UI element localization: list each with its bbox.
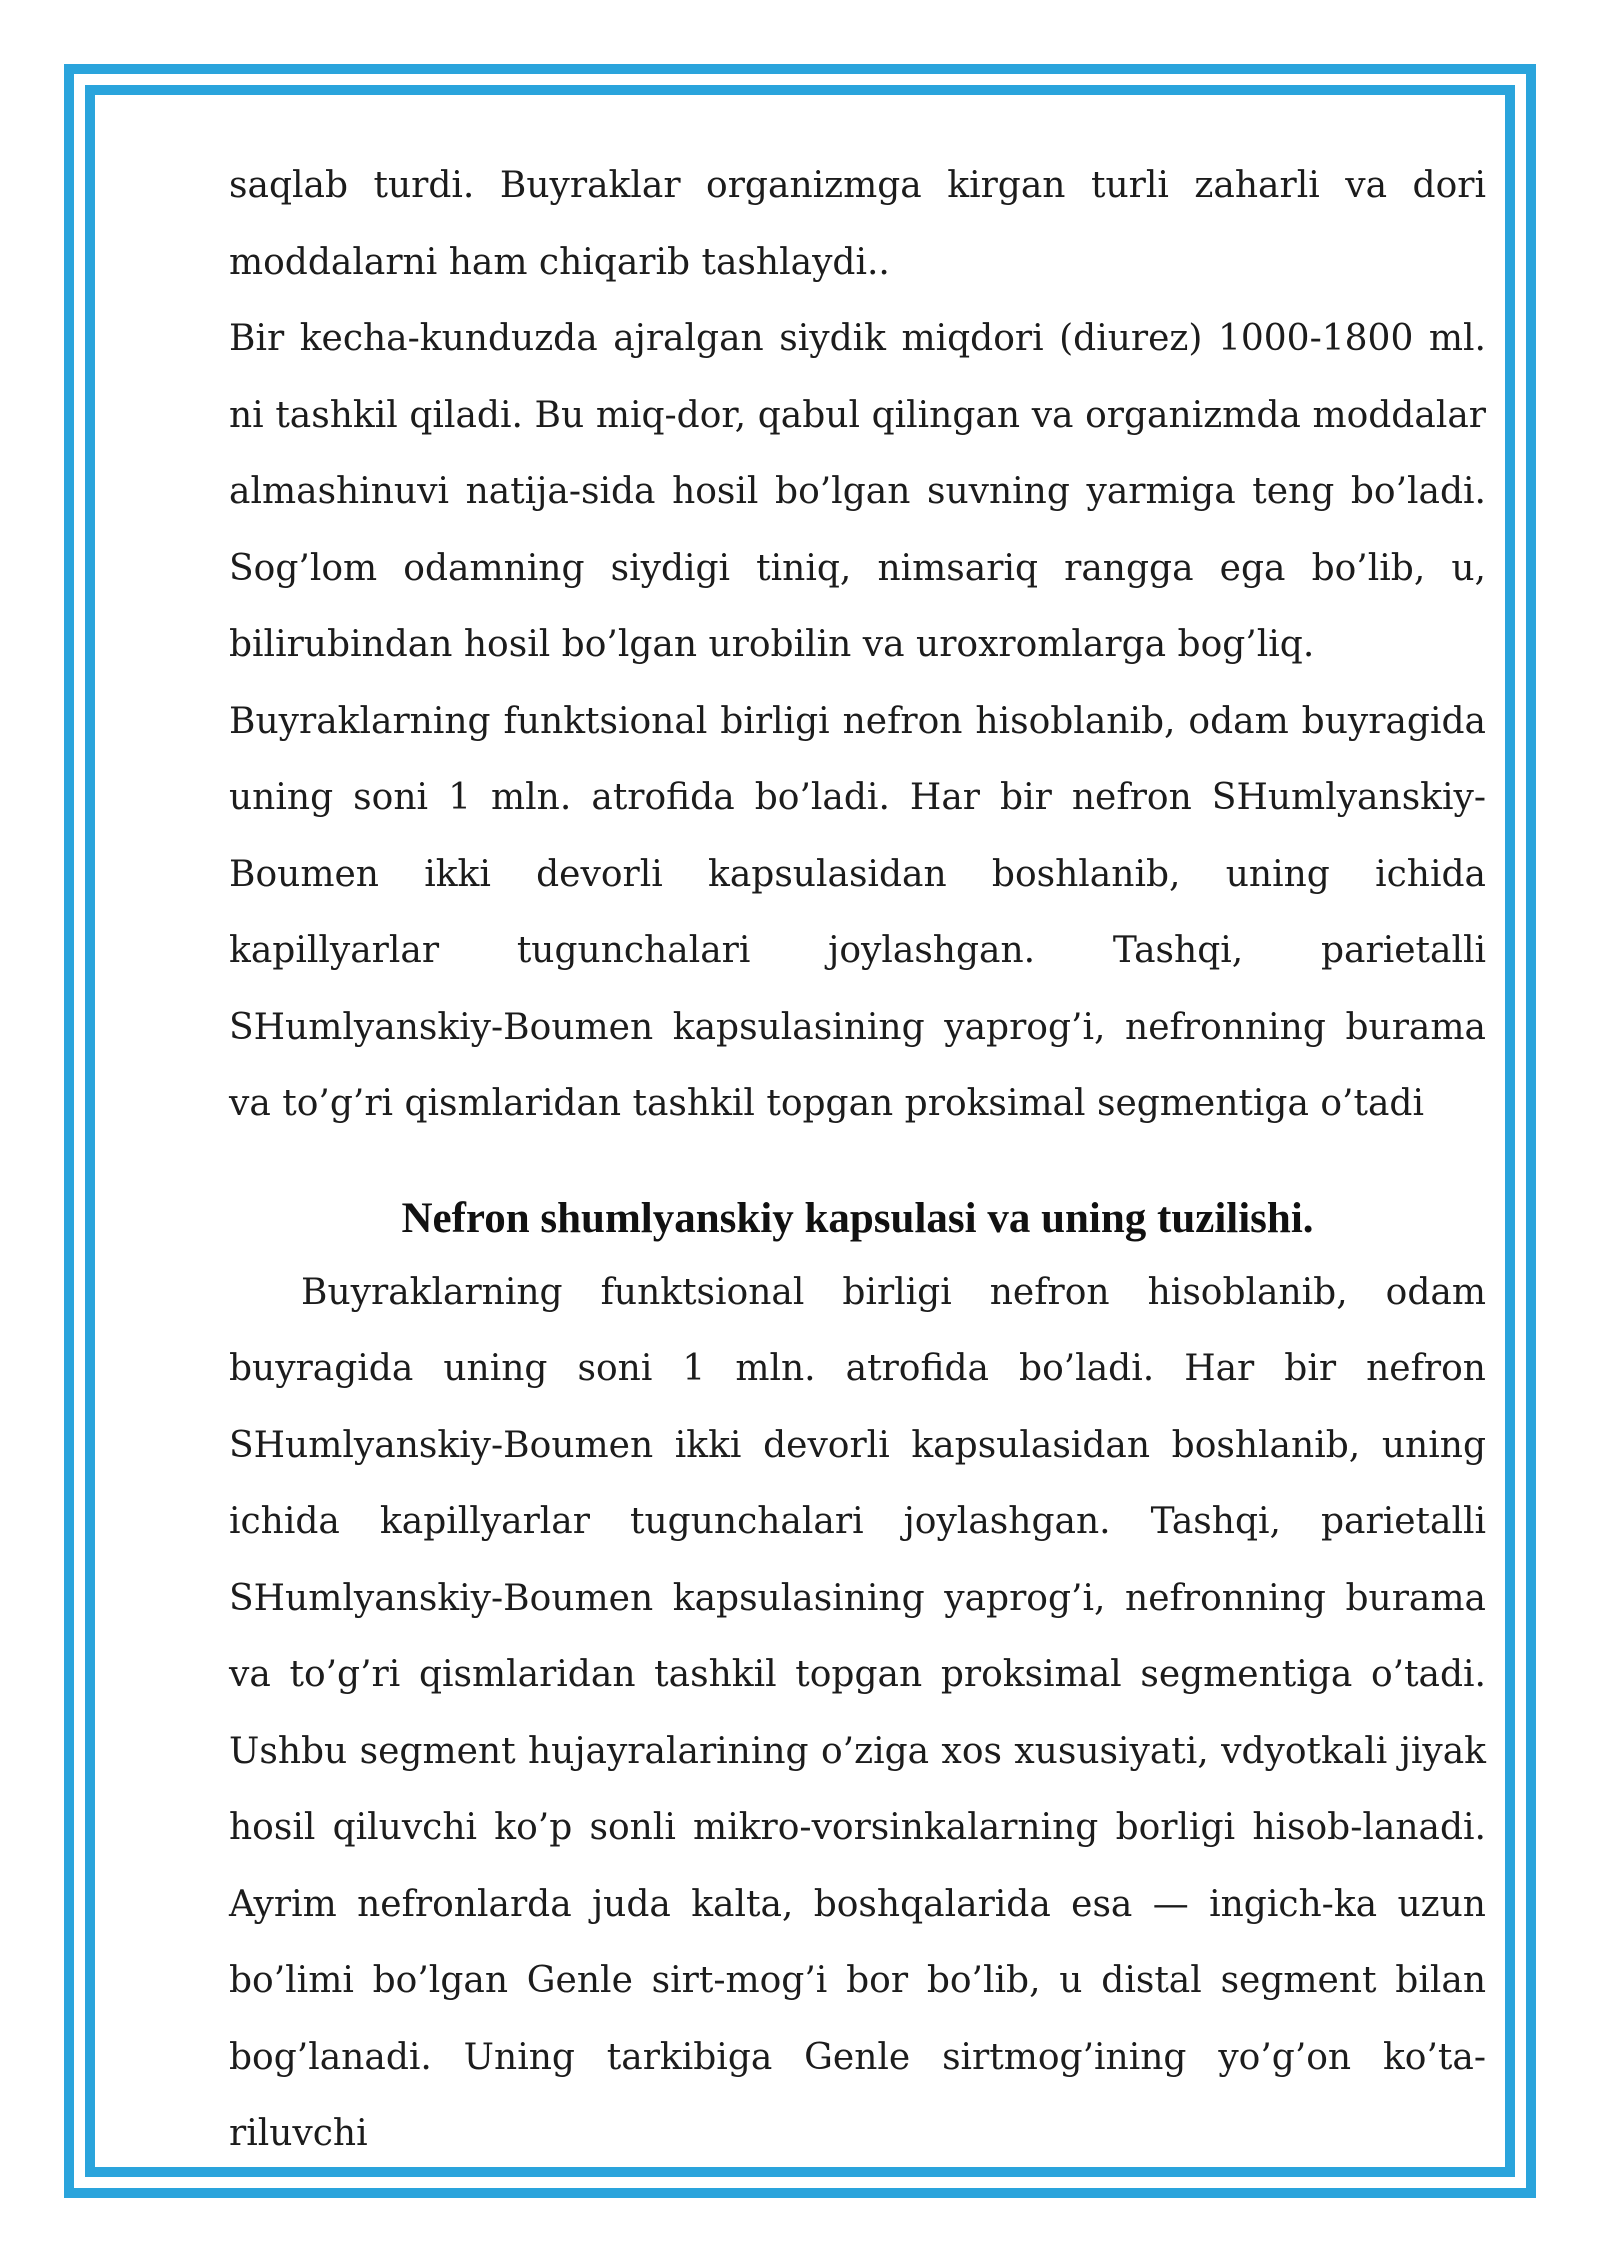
paragraph-nefron-unit: Buyraklarning funktsional birligi nefron hisoblanib, odam buyragida uning soni 1 mln. atrofida bo’ladi. Har bir nefron SHumlyanskiy-Boumen ikki devorli kapsulasidan boshlanib, uning ichida kapillyarlar tugunchalari joylashgan. Tashqi, parietalli SHumlyanskiy-Boumen kapsulasining yaprog’i, nefronning burama va to’g’ri qismlaridan tashkil topgan proksimal segmentiga o’tadi [229, 700, 1486, 1124]
paragraph-diuresis: Bir kecha-kunduzda ajralgan siydik miqdori (diurez) 1000-1800 ml. ni tashkil qiladi. Bu miq-dor, qabul qilingan va organizmda moddalar almashinuvi natija-sida hosil bo’lgan suvning yarmiga teng bo’ladi. Sog’lom odamning siydigi tiniq, nimsariq rangga ega bo’lib, u, bilirubindan hosil bo’lgan urobilin va uroxromlarga bog’liq. [229, 318, 1486, 665]
paragraph-nefron-structure: Buyraklarning funktsional birligi nefron hisoblanib, odam buyragida uning soni 1 mln. atrofida bo’ladi. Har bir nefron SHumlyanskiy-Boumen ikki devorli kapsulasidan boshlanib, uning ichida kapillyarlar tugunchalari joylashgan. Tashqi, parietalli SHumlyanskiy-Boumen kapsulasining yaprog’i, nefronning burama va to’g’ri qismlaridan tashkil topgan proksimal segmentiga o’tadi. Ushbu segment hujayralarining o’ziga xos xususiyati, vdyotkali jiyak hosil qiluvchi ko’p sonli mikro-vorsinkalarning borligi hisob-lanadi. Ayrim nefronlarda juda kalta, boshqalarida esa — ingich-ka uzun bo’limi bo’lgan Genle sirt-mog’i bor bo’lib, u distal segment bilan bog’lanadi. Uning tarkibiga Genle sirtmog’ining yo’g’on ko’ta-riluvchi [229, 1271, 1486, 2154]
paragraph-kidney-excretion: saqlab turdi. Buyraklar organizmga kirgan turli zaharli va dori moddalarni ham chiqarib tashlaydi.. [229, 165, 1486, 283]
section-heading: Nefron shumlyanskiy kapsulasi va uning tuzilishi. [401, 1194, 1314, 1242]
document-body [229, 148, 1486, 2173]
